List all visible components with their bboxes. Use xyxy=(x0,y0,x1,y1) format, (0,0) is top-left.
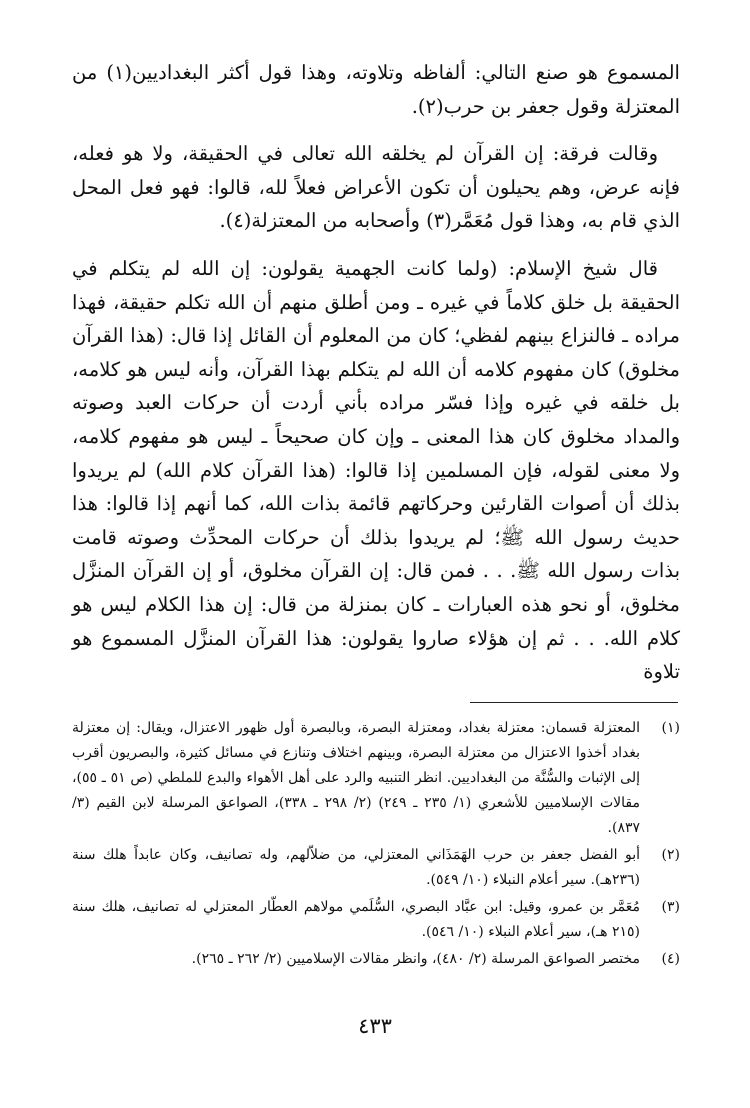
footnote-text: المعتزلة قسمان: معتزلة بغداد، ومعتزلة البصرة، وبالبصرة أول ظهور الاعتزال، ويقال: إن معتزلة بغداد أخذوا الاعتزال من معتزلة البصرة، وبينهم اختلاف وتنازع في مسائل كثيرة، والبصريون أقرب إلى الإثبات والسُّنَّة من البغداديين. انظر التنبيه والرد على أهل الأهواء والبدع للملطي (ص ٥١ ـ ٥٥)، مقالات الإسلاميين للأشعري (١/ ٢٣٥ ـ ٢٤٩) (٢/ ٢٩٨ ـ ٣٣٨)، الصواعق المرسلة لابن القيم (٣/ ٨٣٧). xyxy=(72,720,640,836)
main-text xyxy=(72,56,680,703)
footnote-1 xyxy=(72,716,680,841)
footnote-number: (٢) xyxy=(661,847,680,863)
footnote-4 xyxy=(72,947,680,972)
footnote-separator xyxy=(470,702,678,703)
footnote-text: مُعَمَّر بن عمرو، وقيل: ابن عبَّاد البصري، السُّلَمي مولاهم العطّار المعتزلي له تصانيف، هلك سنة (٢١٥ هـ)، سير أعلام النبلاء (١٠/ ٥٤٦). xyxy=(72,899,640,940)
footnote-text: أبو الفضل جعفر بن حرب الهَمَذَاني المعتزلي، من ضلاّلهم، وله تصانيف، وكان عابداً هلك سنة (٢٣٦هـ). سير أعلام النبلاء (١٠/ ٥٤٩). xyxy=(72,847,640,888)
footnote-number: (١) xyxy=(661,720,680,736)
footnote-number: (٣) xyxy=(661,899,680,915)
footnote-2 xyxy=(72,843,680,893)
paragraph-2: وقالت فرقة: إن القرآن لم يخلقه الله تعالى في الحقيقة، ولا هو فعله، فإنه عرض، وهم يحيلون أن تكون الأعراض فعلاً لله، قالوا: فهو فعل المحل الذي قام به، وهذا قول مُعَمَّر(٣) وأصحابه من المعتزلة(٤). xyxy=(72,142,680,233)
paragraph-1: المسموع هو صنع التالي: ألفاظه وتلاوته، وهذا قول أكثر البغداديين(١) من المعتزلة وقول جعفر بن حرب(٢). xyxy=(72,61,680,118)
page-number: ٤٣٣ xyxy=(358,1014,392,1038)
footnote-3 xyxy=(72,895,680,945)
footnote-number: (٤) xyxy=(661,951,680,967)
footnotes xyxy=(72,716,680,974)
paragraph-3: قال شيخ الإسلام: (ولما كانت الجهمية يقولون: إن الله لم يتكلم في الحقيقة بل خلق كلاماً في غيره ـ ومن أطلق منهم أن الله تكلم حقيقة، فهذا مراده ـ فالنزاع بينهم لفظي؛ كان من المعلوم أن القائل إذا قال: (هذا القرآن مخلوق) كان مفهوم كلامه أن الله لم يتكلم بهذا القرآن، وأنه ليس هو كلامه، بل خلقه في غيره وإذا فسّر مراده بأني أردت أن حركات العبد وصوته والمداد مخلوق كان هذا المعنى ـ وإن كان صحيحاً ـ ليس هو مفهوم كلامه، ولا معنى لقوله، فإن المسلمين إذا قالوا: (هذا القرآن كلام الله) لم يريدوا بذلك أن أصوات القارئين وحركاتهم قائمة بذات الله، كما أنهم إذا قالوا: هذا حديث رسول الله ﷺ؛ لم يريدوا بذلك أن حركات المحدِّث وصوته قامت بذات رسول الله ﷺ. . . فمن قال: إن القرآن مخلوق، أو إن القرآن المنزَّل مخلوق، أو نحو هذه العبارات ـ كان بمنزلة من قال: إن هذا الكلام ليس هو كلام الله. . . ثم إن هؤلاء صاروا يقولون: هذا القرآن المنزَّل المسموع هو تلاوة xyxy=(72,256,680,684)
footnote-text: مختصر الصواعق المرسلة (٢/ ٤٨٠)، وانظر مقالات الإسلاميين (٢/ ٢٦٢ ـ ٢٦٥). xyxy=(191,951,640,967)
